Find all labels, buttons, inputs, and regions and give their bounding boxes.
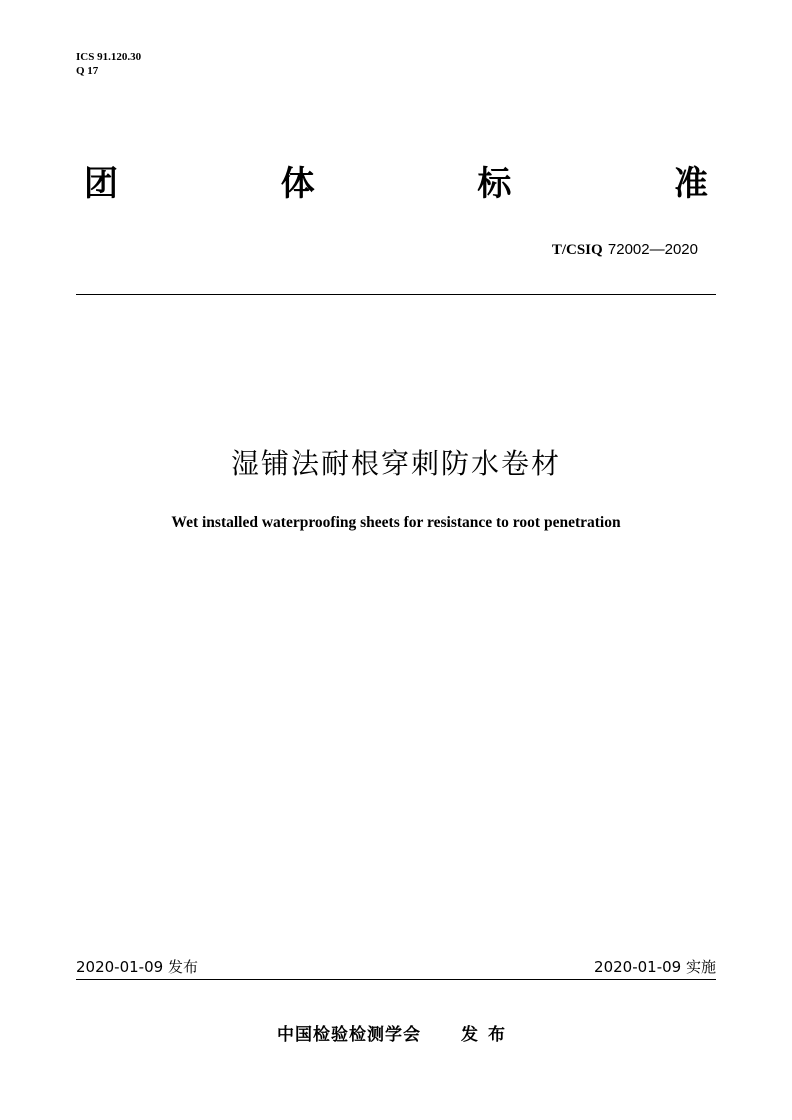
- heading-char-2: 体: [280, 164, 315, 204]
- heading-char-3: 标: [477, 164, 512, 204]
- standard-type-heading: [84, 160, 708, 208]
- bottom-divider: [76, 979, 716, 980]
- standard-number: [552, 240, 698, 259]
- chinese-title: 湿铺法耐根穿刺防水卷材: [230, 447, 561, 480]
- implementation-date: 2020-01-09 实施: [594, 958, 716, 976]
- issuer-organization: 中国检验检测学会: [277, 1025, 421, 1045]
- heading-char-1: 团: [84, 164, 118, 204]
- heading-char-4: 准: [673, 164, 708, 204]
- issue-date: 2020-01-09 发布: [76, 958, 198, 976]
- english-title: Wet installed waterproofing sheets for resistance to root penetration: [171, 514, 621, 531]
- ccs-code: Q 17: [76, 65, 99, 77]
- standard-code: 72002—2020: [607, 241, 698, 258]
- issuer-action: 发布: [461, 1025, 515, 1045]
- ics-code: ICS 91.120.30: [76, 51, 142, 63]
- classification-block: [76, 50, 141, 78]
- top-divider: [76, 294, 716, 295]
- issuer-line: [0, 1020, 792, 1045]
- standard-prefix: T/CSIQ: [551, 242, 603, 258]
